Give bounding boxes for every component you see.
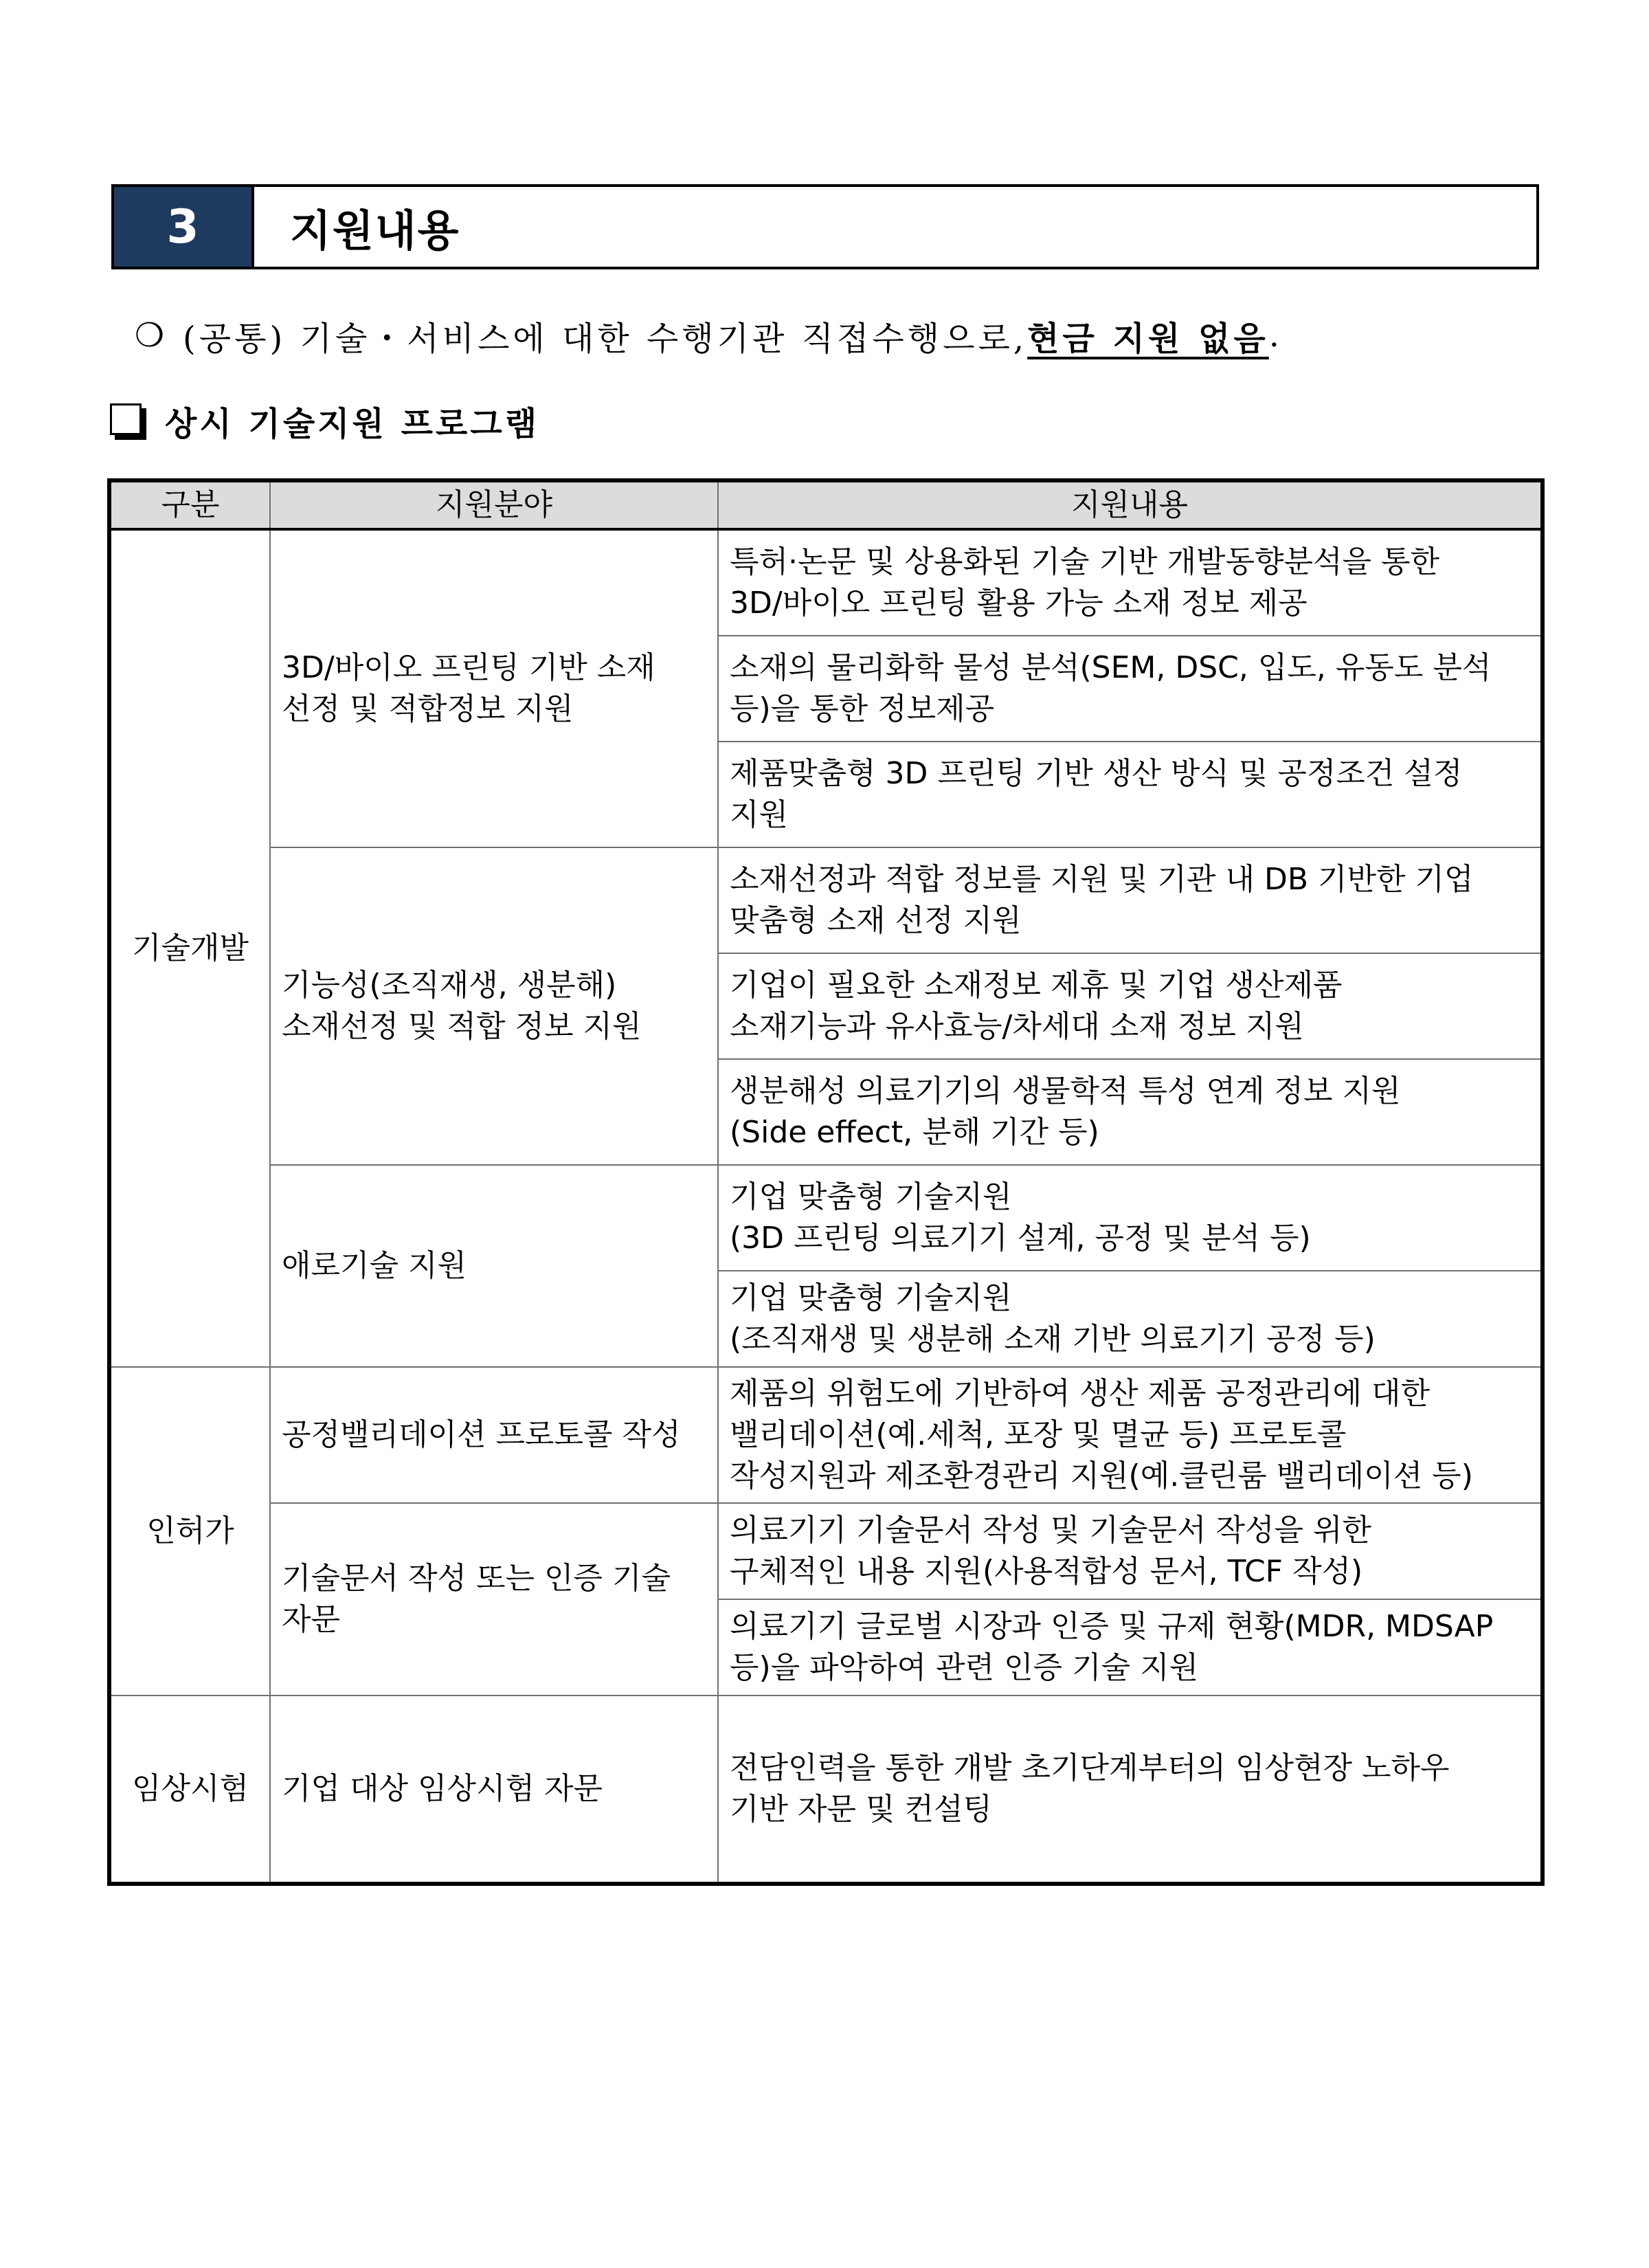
category-cell: 기술개발	[109, 529, 270, 1367]
intro-emphasis: 현금 지원 없음	[1027, 319, 1269, 358]
content-cell: 제품의 위험도에 기반하여 생산 제품 공정관리에 대한 밸리데이션(예.세척, 포장 및 멸균 등) 프로토콜 작성지원과 제조환경관리 지원(예.클린룸 밸리데이션 등)	[718, 1367, 1543, 1503]
checkbox-square-icon	[110, 403, 142, 435]
table-row	[109, 529, 1543, 636]
table-header-row	[109, 480, 1543, 529]
table-row	[109, 1696, 1543, 1884]
table-row	[109, 1503, 1543, 1599]
content-cell: 기업 맞춤형 기술지원 (3D 프린팅 의료기기 설계, 공정 및 분석 등)	[718, 1165, 1543, 1271]
field-cell: 기능성(조직재생, 생분해) 소재선정 및 적합 정보 지원	[270, 847, 718, 1165]
field-cell: 공정밸리데이션 프로토콜 작성	[270, 1367, 718, 1503]
circle-bullet-icon: ❍	[135, 316, 168, 355]
field-cell: 애로기술 지원	[270, 1165, 718, 1367]
content-cell: 의료기기 기술문서 작성 및 기술문서 작성을 위한 구체적인 내용 지원(사용적합성 문서, TCF 작성)	[718, 1503, 1543, 1599]
header-category: 구분	[109, 480, 270, 529]
support-program-table	[107, 478, 1545, 1886]
section-number: 3	[114, 187, 254, 267]
field-cell: 기술문서 작성 또는 인증 기술 자문	[270, 1503, 718, 1696]
section-header	[111, 184, 1539, 269]
subheading	[110, 394, 539, 447]
subheading-title: 상시 기술지원 프로그램	[165, 404, 540, 443]
content-cell: 제품맞춤형 3D 프린팅 기반 생산 방식 및 공정조건 설정 지원	[718, 742, 1543, 847]
intro-text: (공통) 기술・서비스에 대한 수행기관 직접수행으로,	[183, 319, 1028, 358]
header-content: 지원내용	[718, 480, 1543, 529]
field-cell: 기업 대상 임상시험 자문	[270, 1696, 718, 1884]
table-row	[109, 1165, 1543, 1271]
content-cell: 기업 맞춤형 기술지원 (조직재생 및 생분해 소재 기반 의료기기 공정 등)	[718, 1271, 1543, 1367]
header-field: 지원분야	[270, 480, 718, 529]
content-cell: 특허·논문 및 상용화된 기술 기반 개발동향분석을 통한 3D/바이오 프린팅 활용 가능 소재 정보 제공	[718, 529, 1543, 636]
table-row	[109, 1367, 1543, 1503]
content-cell: 소재의 물리화학 물성 분석(SEM, DSC, 입도, 유동도 분석 등)을 통한 정보제공	[718, 636, 1543, 742]
section-title: 지원내용	[290, 205, 460, 256]
category-cell: 인허가	[109, 1367, 270, 1696]
intro-end: .	[1268, 316, 1283, 355]
category-cell: 임상시험	[109, 1696, 270, 1884]
table-row	[109, 847, 1543, 953]
field-cell: 3D/바이오 프린팅 기반 소재 선정 및 적합정보 지원	[270, 529, 718, 847]
intro-line	[135, 308, 1536, 363]
content-cell: 생분해성 의료기기의 생물학적 특성 연계 정보 지원 (Side effect, 분해 기간 등)	[718, 1059, 1543, 1165]
content-cell: 기업이 필요한 소재정보 제휴 및 기업 생산제품 소재기능과 유사효능/차세대 소재 정보 지원	[718, 953, 1543, 1059]
content-cell: 소재선정과 적합 정보를 지원 및 기관 내 DB 기반한 기업 맞춤형 소재 선정 지원	[718, 847, 1543, 953]
content-cell: 의료기기 글로벌 시장과 인증 및 규제 현황(MDR, MDSAP 등)을 파악하여 관련 인증 기술 지원	[718, 1599, 1543, 1696]
content-cell: 전담인력을 통한 개발 초기단계부터의 임상현장 노하우 기반 자문 및 컨설팅	[718, 1696, 1543, 1884]
